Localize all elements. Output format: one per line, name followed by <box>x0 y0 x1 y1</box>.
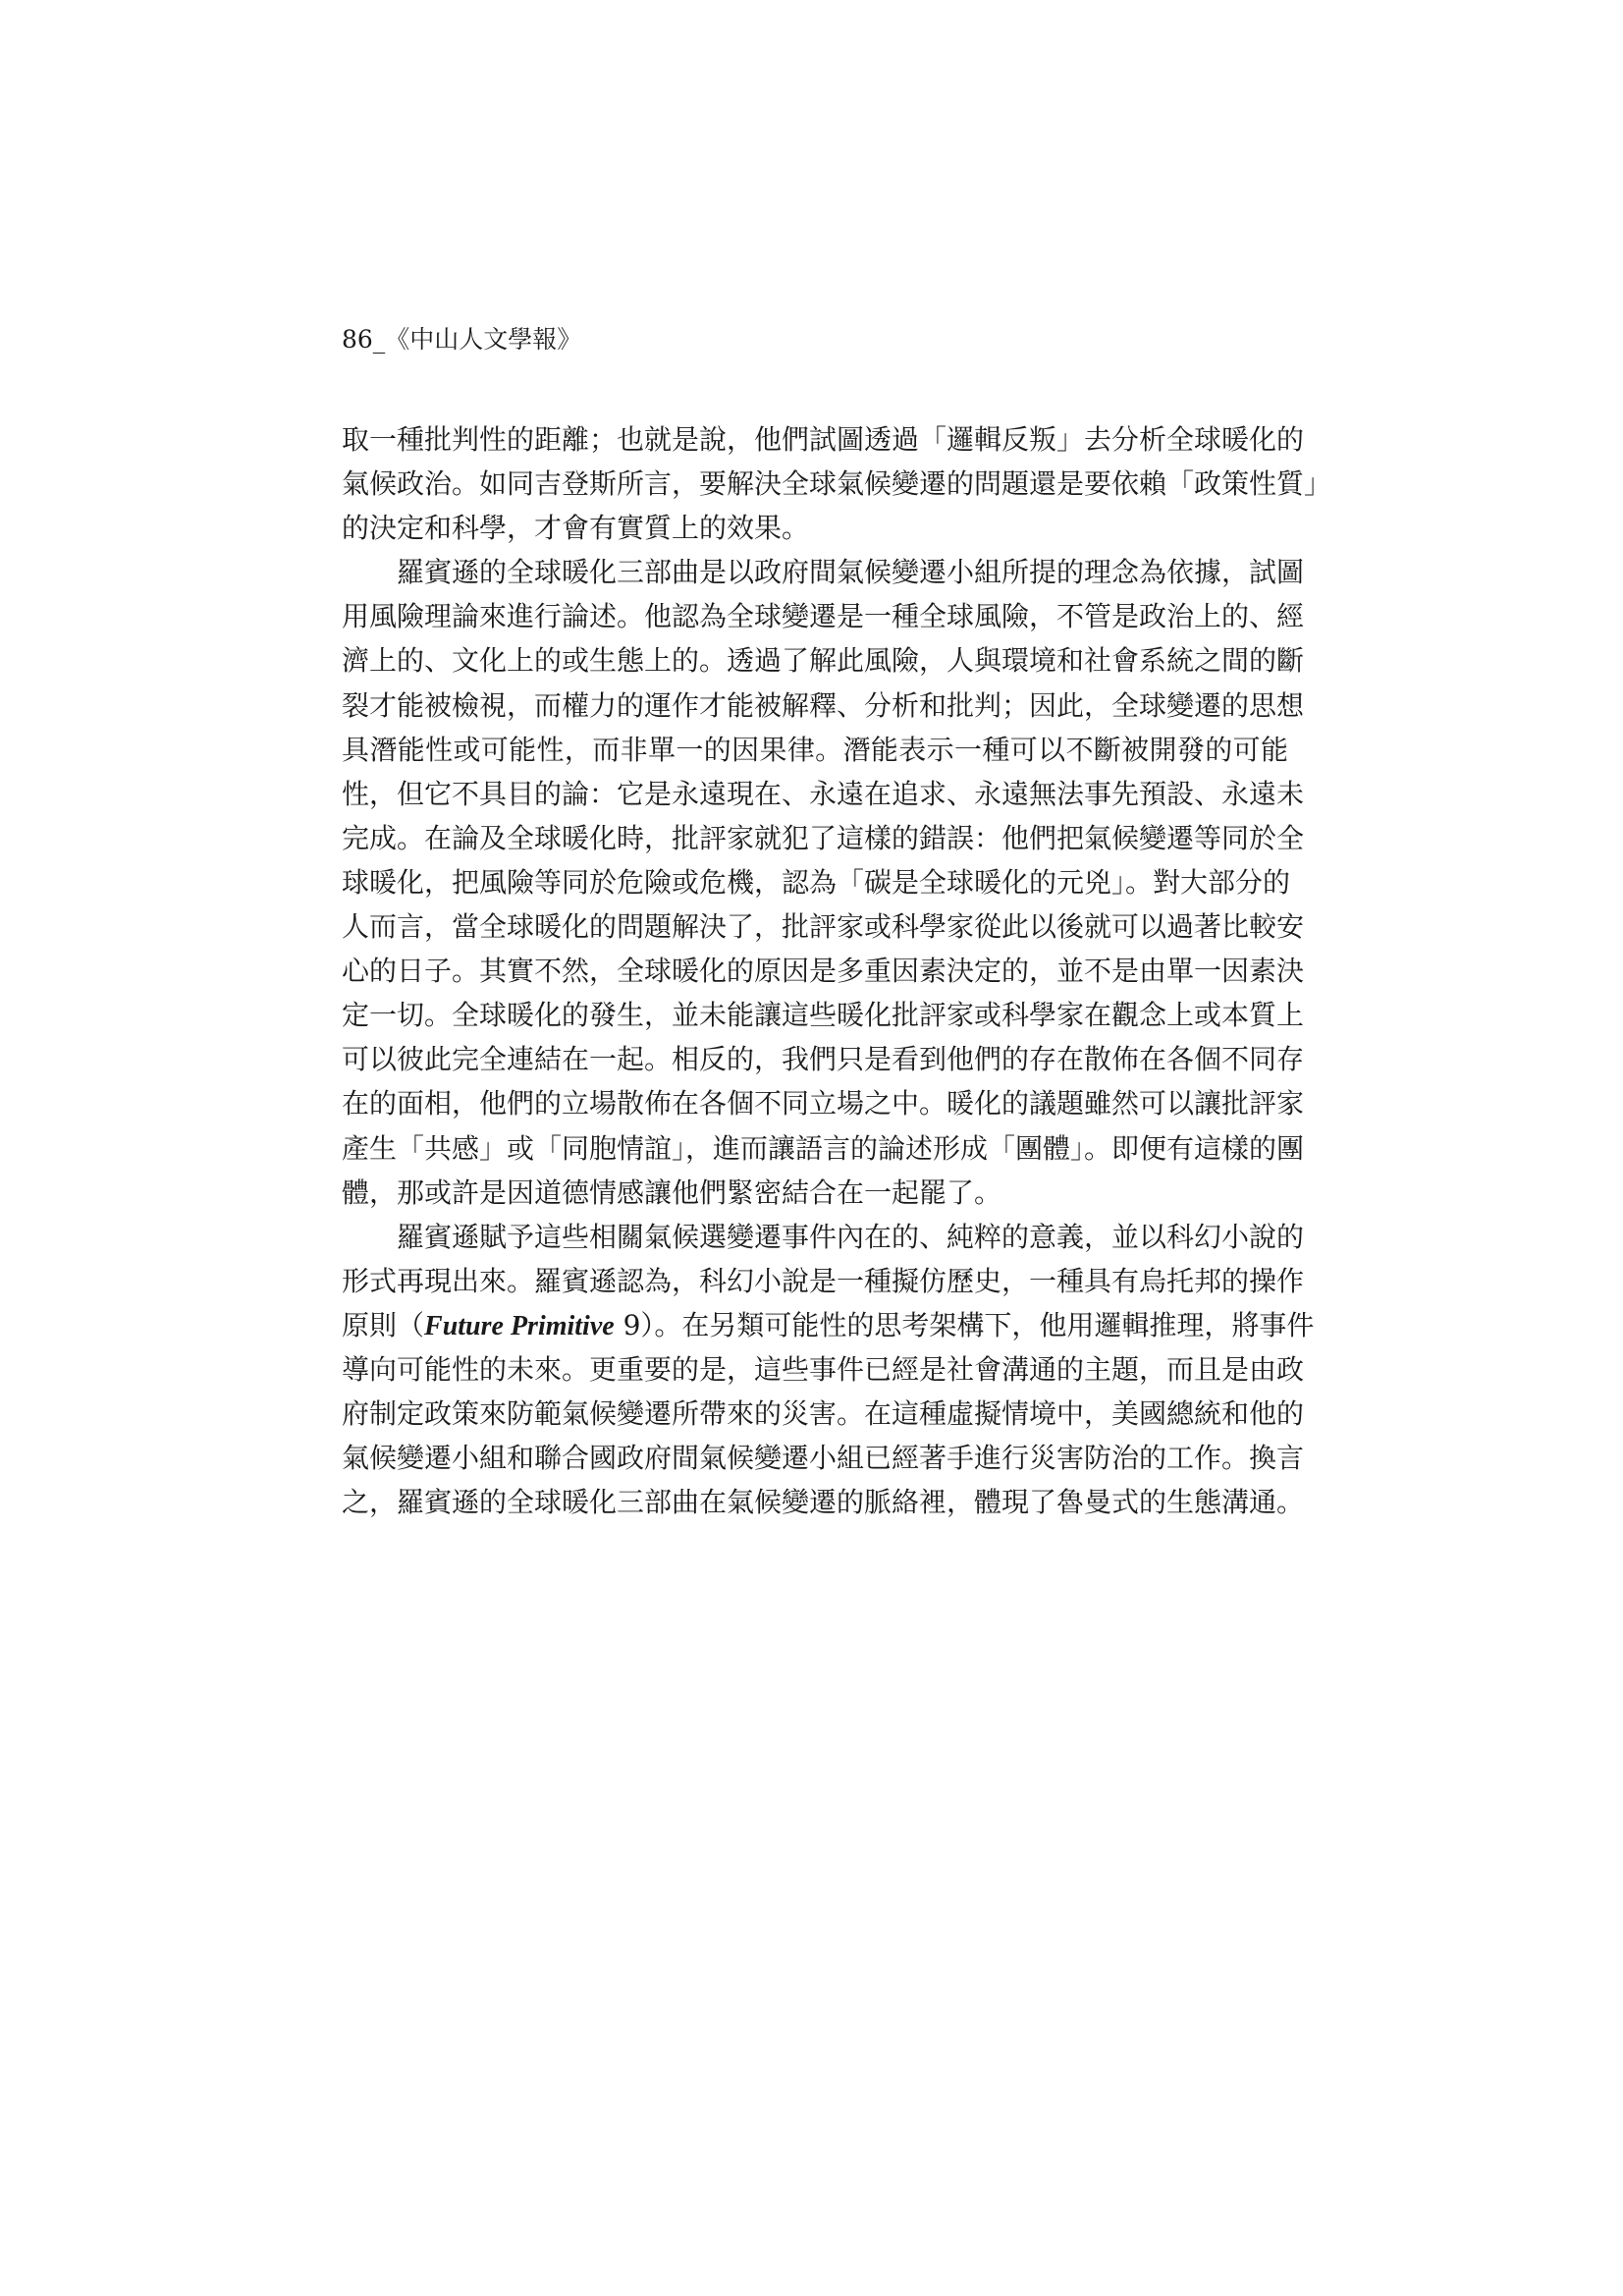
text-line: 完成。在論及全球暖化時，批評家就犯了這樣的錯誤：他們把氣候變遷等同於全 <box>342 821 1305 854</box>
text-line: 形式再現出來。羅賓遜認為，科幻小說是一種擬仿歷史，一種具有烏托邦的操作 <box>342 1264 1305 1297</box>
text-line: 導向可能性的未來。更重要的是，這些事件已經是社會溝通的主題，而且是由政 <box>342 1352 1305 1386</box>
text-line: 球暖化，把風險等同於危險或危機，認為「碳是全球暖化的元兇」。對大部分的 <box>342 865 1291 899</box>
text-line: 人而言，當全球暖化的問題解決了，批評家或科學家從此以後就可以過著比較安 <box>342 910 1305 944</box>
text-line: 府制定政策來防範氣候變遷所帶來的災害。在這種虛擬情境中，美國總統和他的 <box>342 1397 1305 1431</box>
text-line: 之，羅賓遜的全球暖化三部曲在氣候變遷的脈絡裡，體現了魯曼式的生態溝通。 <box>342 1486 1305 1519</box>
text-line: 羅賓遜的全球暖化三部曲是以政府間氣候變遷小組所提的理念為依據，試圖 <box>397 556 1305 589</box>
cited-title: Future Primitive <box>424 1310 615 1341</box>
text-line: 可以彼此完全連結在一起。相反的，我們只是看到他們的存在散佈在各個不同存 <box>342 1043 1305 1076</box>
text-line: 氣候政治。如同吉登斯所言，要解決全球氣候變遷的問題還是要依賴「政策性質」 <box>342 467 1332 501</box>
text-line: 心的日子。其實不然，全球暖化的原因是多重因素決定的，並不是由單一因素決 <box>342 955 1305 988</box>
text-line: 裂才能被檢視，而權力的運作才能被解釋、分析和批判；因此，全球變遷的思想 <box>342 688 1305 722</box>
text-line: 濟上的、文化上的或生態上的。透過了解此風險，人與環境和社會系統之間的斷 <box>342 644 1305 678</box>
running-head: 86_《中山人文學報》 <box>342 325 582 354</box>
body-text <box>342 417 1332 1524</box>
text-line: 產生「共感」或「同胞情誼」，進而讓語言的論述形成「團體」。即便有這樣的團 <box>342 1131 1305 1165</box>
text-line: 性，但它不具目的論：它是永遠現在、永遠在追求、永遠無法事先預設、永遠未 <box>342 777 1305 810</box>
text-line: 原則（Future Primitive 9）。在另類可能性的思考架構下，他用邏輯推理，將事件 <box>342 1308 1315 1341</box>
text-line: 的決定和科學，才會有實質上的效果。 <box>342 512 810 545</box>
text-line: 取一種批判性的距離；也就是說，他們試圖透過「邏輯反叛」去分析全球暖化的 <box>342 423 1305 456</box>
text-line: 用風險理論來進行論述。他認為全球變遷是一種全球風險，不管是政治上的、經 <box>342 600 1305 633</box>
text-line: 羅賓遜賦予這些相關氣候選變遷事件內在的、純粹的意義，並以科幻小說的 <box>397 1220 1305 1253</box>
text-line: 定一切。全球暖化的發生，並未能讓這些暖化批評家或科學家在觀念上或本質上 <box>342 999 1305 1032</box>
text-line: 氣候變遷小組和聯合國政府間氣候變遷小組已經著手進行災害防治的工作。換言 <box>342 1442 1305 1475</box>
text-line: 體，那或許是因道德情感讓他們緊密結合在一起罷了。 <box>342 1175 1002 1209</box>
text-line: 在的面相，他們的立場散佈在各個不同立場之中。暖化的議題雖然可以讓批評家 <box>342 1087 1305 1121</box>
text-line: 具潛能性或可能性，而非單一的因果律。潛能表示一種可以不斷被開發的可能 <box>342 733 1288 766</box>
